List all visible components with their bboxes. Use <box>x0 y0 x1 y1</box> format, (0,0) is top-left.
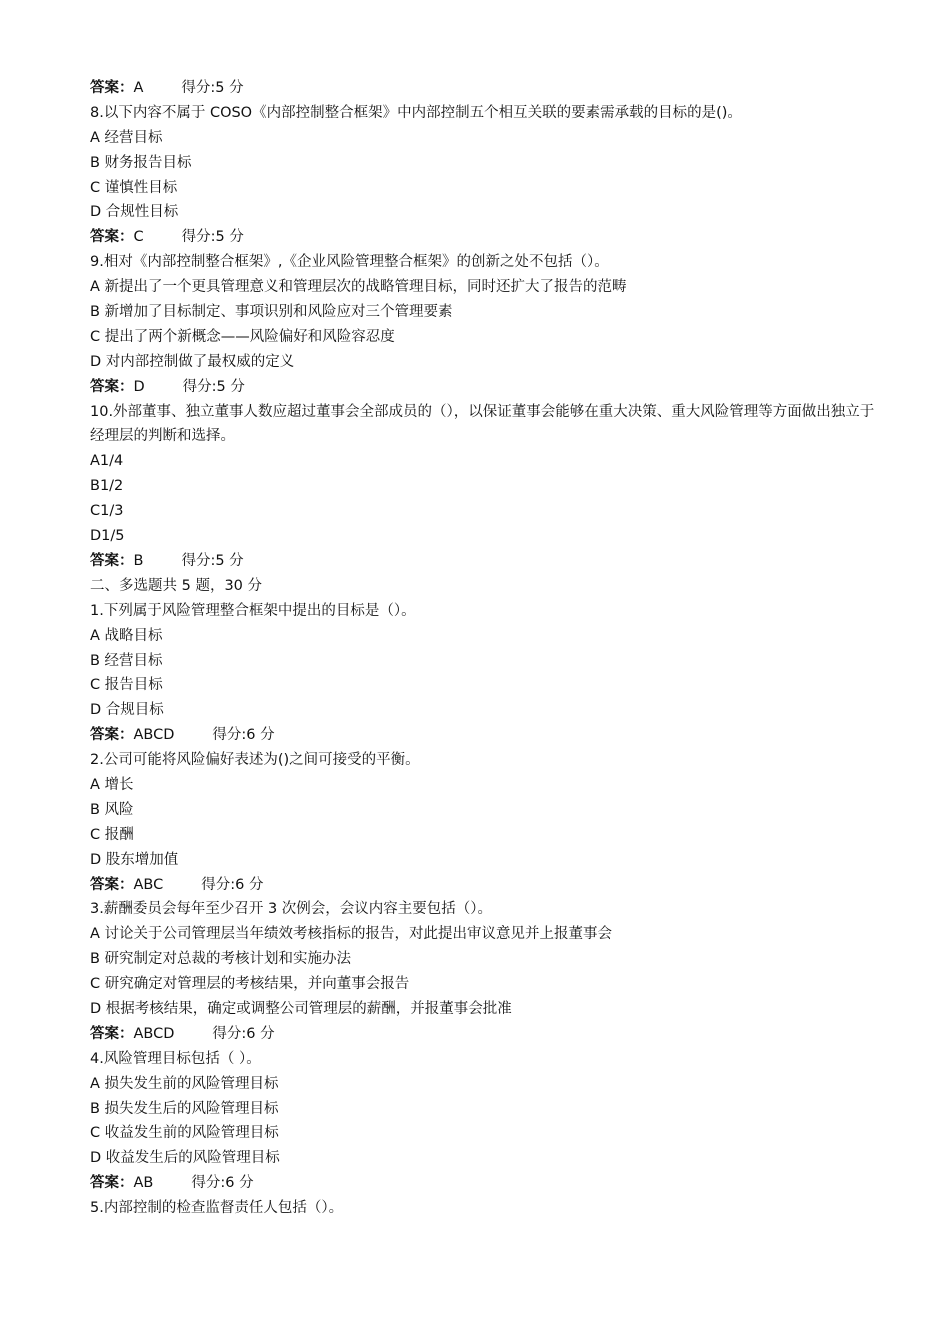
text-line: A 损失发生前的风险管理目标 <box>90 1075 279 1092</box>
text-line: D 收益发生后的风险管理目标 <box>90 1150 280 1167</box>
answer-value: B <box>133 552 144 569</box>
answer-label: 答案： <box>90 876 134 893</box>
text-line: C 研究确定对管理层的考核结果，并向董事会报告 <box>90 976 410 993</box>
text-line: A 经营目标 <box>90 129 163 146</box>
document-body <box>90 76 880 1221</box>
answer-line <box>90 1022 880 1047</box>
text-line: B 研究制定对总裁的考核计划和实施办法 <box>90 951 352 968</box>
answer-line <box>90 723 880 748</box>
score-text: 得分:5 分 <box>181 229 244 246</box>
score-text: 得分:5 分 <box>182 378 245 395</box>
text-line: A 增长 <box>90 776 134 793</box>
answer-value: ABC <box>133 876 164 893</box>
answer-value: AB <box>133 1175 154 1192</box>
score-text: 得分:5 分 <box>181 552 244 569</box>
answer-label: 答案： <box>90 1175 134 1192</box>
answer-value: C <box>133 229 144 246</box>
text-line: 8.以下内容不属于 COSO《内部控制整合框架》中内部控制五个相互关联的要素需承载的目标的是()。 <box>90 104 742 121</box>
score-text: 得分:6 分 <box>212 727 275 744</box>
text-line: A 新提出了一个更具管理意义和管理层次的战略管理目标，同时还扩大了报告的范畴 <box>90 279 627 296</box>
score-text: 得分:5 分 <box>181 80 244 96</box>
answer-value: ABCD <box>133 727 175 744</box>
answer-label: 答案： <box>90 80 134 96</box>
text-line: B 损失发生后的风险管理目标 <box>90 1100 279 1117</box>
text-line: 9.相对《内部控制整合框架》,《企业风险管理整合框架》的创新之处不包括（）。 <box>90 254 609 271</box>
text-line: 4.风险管理目标包括（ ）。 <box>90 1050 261 1067</box>
answer-label: 答案： <box>90 229 134 246</box>
text-line: 3.薪酬委员会每年至少召开 3 次例会，会议内容主要包括（）。 <box>90 901 493 918</box>
text-line: 10.外部董事、独立董事人数应超过董事会全部成员的（），以保证董事会能够在重大决策、重大风险管理等方面做出独立于经理层的判断和选择。 <box>90 403 875 445</box>
text-line: B 新增加了目标制定、事项识别和风险应对三个管理要素 <box>90 304 453 321</box>
answer-label: 答案： <box>90 1025 134 1042</box>
text-line: D 根据考核结果，确定或调整公司管理层的薪酬，并报董事会批准 <box>90 1000 512 1017</box>
answer-line <box>90 76 880 101</box>
text-line: 2.公司可能将风险偏好表述为()之间可接受的平衡。 <box>90 752 420 769</box>
text-line: B 经营目标 <box>90 652 163 669</box>
answer-value: D <box>133 378 145 395</box>
text-line: C1/3 <box>90 503 124 520</box>
answer-line <box>90 375 880 400</box>
text-line: D 合规目标 <box>90 702 164 719</box>
text-line: 二、多选题共 5 题，30 分 <box>90 577 263 594</box>
text-line: 5.内部控制的检查监督责任人包括（）。 <box>90 1200 344 1217</box>
text-line: A1/4 <box>90 453 124 470</box>
answer-value: ABCD <box>133 1025 175 1042</box>
answer-line <box>90 873 880 898</box>
text-line: C 报告目标 <box>90 677 163 694</box>
answer-label: 答案： <box>90 727 134 744</box>
answer-label: 答案： <box>90 378 134 395</box>
text-line: A 讨论关于公司管理层当年绩效考核指标的报告，对此提出审议意见并上报董事会 <box>90 926 613 943</box>
text-line: A 战略目标 <box>90 627 163 644</box>
text-line: C 报酬 <box>90 826 134 843</box>
text-line: B1/2 <box>90 478 124 495</box>
answer-line <box>90 1171 880 1196</box>
text-line: D 股东增加值 <box>90 851 179 868</box>
text-line: B 风险 <box>90 801 134 818</box>
text-line: D 对内部控制做了最权威的定义 <box>90 353 295 370</box>
score-text: 得分:6 分 <box>201 876 264 893</box>
score-text: 得分:6 分 <box>191 1175 254 1192</box>
text-line: D 合规性目标 <box>90 204 179 221</box>
answer-label: 答案： <box>90 552 134 569</box>
score-text: 得分:6 分 <box>212 1025 275 1042</box>
answer-line <box>90 549 880 574</box>
text-line: C 收益发生前的风险管理目标 <box>90 1125 279 1142</box>
answer-value: A <box>133 80 144 96</box>
text-line: C 谨慎性目标 <box>90 179 178 196</box>
text-line: C 提出了两个新概念——风险偏好和风险容忍度 <box>90 328 395 345</box>
text-line: D1/5 <box>90 528 125 545</box>
answer-line <box>90 225 880 250</box>
text-line: B 财务报告目标 <box>90 154 192 171</box>
text-line: 1.下列属于风险管理整合框架中提出的目标是（）。 <box>90 602 416 619</box>
